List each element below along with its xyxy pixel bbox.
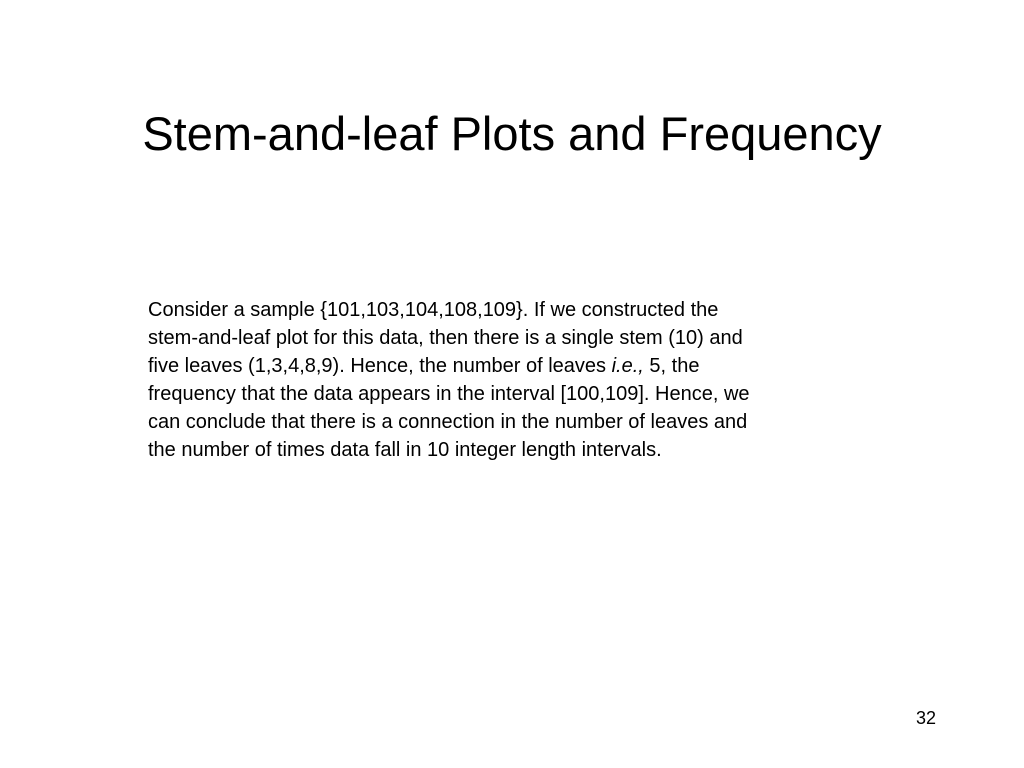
body-line [148, 352, 888, 380]
body-line: frequency that the data appears in the interval [100,109]. Hence, we [148, 383, 750, 405]
body-text-segment: five leaves (1,3,4,8,9). Hence, the number of leaves [148, 355, 612, 377]
page-number: 32 [915, 708, 936, 728]
body-line: Consider a sample {101,103,104,108,109}. If we constructed the [148, 299, 719, 321]
italic-abbreviation: i.e., [611, 355, 644, 377]
body-line: the number of times data fall in 10 integer length intervals. [148, 439, 662, 461]
body-line: stem-and-leaf plot for this data, then there is a single stem (10) and [148, 327, 743, 349]
body-text-segment: 5, the [643, 355, 700, 377]
body-line: can conclude that there is a connection in the number of leaves and [148, 411, 748, 433]
slide-title: Stem-and-leaf Plots and Frequency [142, 107, 882, 160]
slide-body-text [148, 296, 888, 464]
